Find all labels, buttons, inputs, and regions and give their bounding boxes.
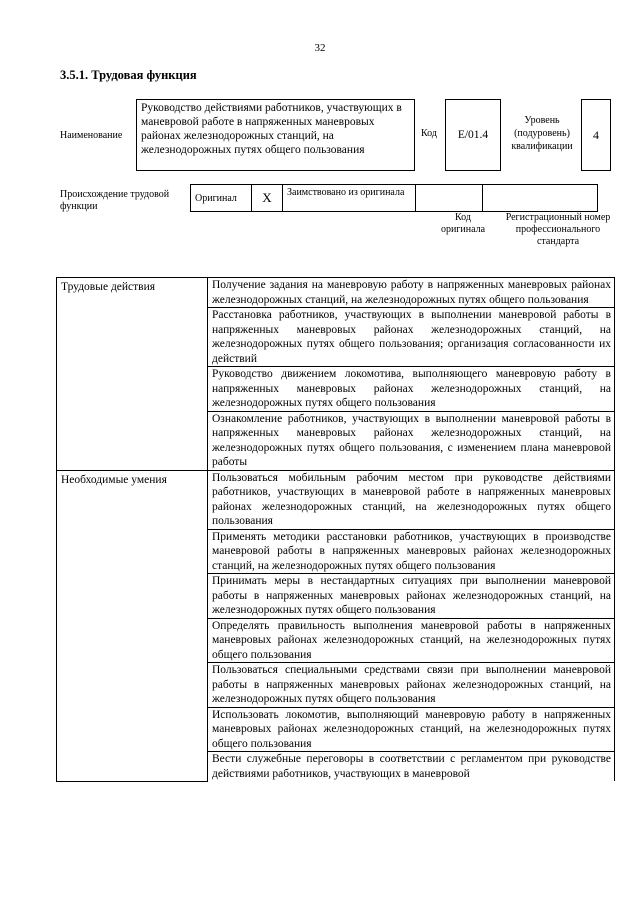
- original-label: Оригинал: [191, 185, 252, 212]
- list-item: Получение задания на маневровую работу в напряженных маневровых районах железнодорожных станций, на железнодорожных путях общего пользования: [208, 278, 615, 308]
- list-item: Ознакомление работников, участвующих в выполнении маневровой работы в напряженных маневровых районах железнодорожных станций, на железнодорожных путях общего пользования, с изменением плана маневровой работы: [208, 411, 615, 470]
- qualification-level-box: [581, 99, 611, 171]
- list-item: Пользоваться мобильным рабочим местом при руководстве действиями работников, участвующих в маневровой работе в напряженных маневровых районах железнодорожных станций, на железнодорожных путях общего пользования: [208, 470, 615, 529]
- page-number: 32: [314, 42, 326, 54]
- function-details-table: [56, 277, 615, 782]
- reg-number-label: Регистрационный номер профессионального стандарта: [505, 212, 611, 247]
- category-required-skills: Необходимые умения: [57, 470, 208, 781]
- list-item: Пользоваться специальными средствами связи при выполнении маневровой работы в напряженных маневровых районах железнодорожных станций, на железнодорожных путях общего пользования: [208, 663, 615, 708]
- list-item: Вести служебные переговоры в соответствии с регламентом при руководстве действиями работников, участвующих в маневровой: [208, 752, 615, 782]
- list-item: Применять методики расстановки работников, участвующих в производстве маневровой работы в напряженных маневровых районах железнодорожных станций, на железнодорожных путях общего пользования: [208, 529, 615, 574]
- original-mark: X: [252, 185, 283, 212]
- reg-number-cell: [483, 185, 598, 212]
- borrowed-label: Заимствовано из оригинала: [283, 185, 416, 212]
- list-item: Определять правильность выполнения маневровой работы в напряженных маневровых районах железнодорожных станций, на железнодорожных путях общего пользования: [208, 618, 615, 663]
- original-code-label: Код оригинала: [440, 212, 486, 235]
- code-value: E/01.4: [457, 129, 489, 141]
- list-item: Расстановка работников, участвующих в выполнении маневровой работы в напряженных маневровых районах железнодорожных станций, на железнодорожных путях общего пользования; организация согласованности их действий: [208, 308, 615, 367]
- list-item: Принимать меры в нестандартных ситуациях при выполнении маневровой работы в напряженных маневровых районах железнодорожных станций, на железнодорожных путях общего пользования: [208, 574, 615, 619]
- table-row: [57, 278, 615, 308]
- code-box: [445, 99, 501, 171]
- code-label: Код: [421, 128, 437, 139]
- original-code-cell: [416, 185, 483, 212]
- category-labor-actions: Трудовые действия: [57, 278, 208, 471]
- table-row: [57, 470, 615, 529]
- name-label: Наименование: [60, 130, 123, 141]
- origin-label: Происхождение трудовой функции: [60, 189, 170, 212]
- section-title: 3.5.1. Трудовая функция: [60, 68, 197, 82]
- origin-table: [190, 184, 598, 212]
- qualification-level-label: Уровень (подуровень) квалификации: [511, 115, 573, 152]
- function-name-box: [136, 99, 415, 171]
- qualification-level-value: 4: [593, 127, 599, 142]
- list-item: Использовать локомотив, выполняющий маневровую работу в напряженных маневровых районах железнодорожных станций, на железнодорожных путях общего пользования: [208, 707, 615, 752]
- function-name-value: Руководство действиями работников, участвующих в маневровой работе в напряженных маневровых районах железнодорожных станций, на железнодорожных путях общего пользования: [141, 102, 402, 156]
- list-item: Руководство движением локомотива, выполняющего маневровую работу в напряженных маневровых районах железнодорожных станций, на железнодорожных путях общего пользования: [208, 367, 615, 412]
